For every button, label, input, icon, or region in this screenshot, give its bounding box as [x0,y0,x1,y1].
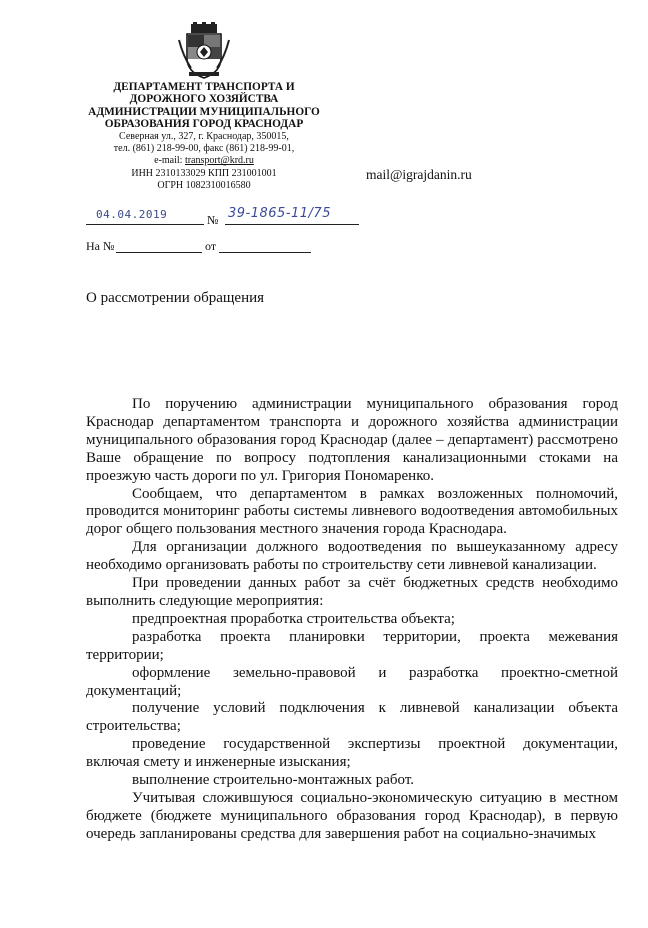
list-item: оформление земельно-правовой и разработка проектно-сметной документаций; [86,664,618,699]
org-address: Северная ул., 327, г. Краснодар, 350015, [119,130,289,142]
org-name-line-2: ДОРОЖНОГО ХОЗЯЙСТВА [129,93,279,106]
ref-number-label: На № [86,239,115,253]
org-phone: тел. (861) 218-99-00, факс (861) 218-99-01, [113,143,295,155]
org-name-line-3: АДМИНИСТРАЦИИ МУНИЦИПАЛЬНОГО [88,105,320,118]
letter-subject: О рассмотрении обращения [86,290,265,306]
ref-date-label: от [205,239,217,253]
list-item: выполнение строительно-монтажных работ. [132,772,415,789]
list-item: разработка проекта планировки территории, проекта межевания территории; [86,628,618,663]
recipient-email: mail@igrajdanin.ru [366,167,472,182]
list-item: получение условий подключения к ливневой канализации объекта строительства; [86,700,618,735]
email-label: e-mail: [154,155,185,167]
number-underline [225,224,359,225]
registration-line [86,205,366,229]
body-paragraph: По поручению администрации муниципального образования город Краснодар департаментом транспорта и дорожного хозяйства администрации муниципального образования город Краснодар (далее – департамент) рассмотрено Ваше обращение по вопросу подтопления канализационными стоками на проезжую часть дороги по ул. Григория Пономаренко. [86,396,618,484]
org-name-line-1: ДЕПАРТАМЕНТ ТРАНСПОРТА И [113,81,295,93]
reference-line [86,239,326,257]
list-item: предпроектная проработка строительства объекта; [132,610,455,627]
org-inn: ИНН 2310133029 КПП 231001001 [131,167,277,179]
registration-date-stamp: 04.04.2019 [96,208,168,221]
list-item: проведение государственной экспертизы проектной документации, включая смету и инженерные изыскания; [86,736,618,771]
body-paragraph: Для организации должного водоотведения по вышеуказанному адресу необходимо организовать работы по строительству сети ливневой канализации. [86,539,618,574]
org-email-link[interactable]: transport@krd.ru [184,155,254,167]
org-email-line [84,155,324,167]
registration-number: 39-1865-11/75 [228,206,331,221]
body-paragraph: Сообщаем, что департаментом в рамках возложенных полномочий, проводится мониторинг работы системы ливневого водоотведения автомобильных дорог общего пользования местного значения города Краснодара. [86,485,618,538]
org-ogrn: ОГРН 1082310016580 [157,180,251,192]
date-underline [86,224,204,225]
number-label: № [207,213,219,227]
ref-number-blank [116,252,202,253]
letter-body [86,396,618,844]
body-paragraph: При проведении данных работ за счёт бюджетных средств необходимо выполнить следующие мероприятия: [86,575,618,609]
letterhead [84,81,324,193]
body-paragraph: Учитывая сложившуюся социально-экономическую ситуацию в местном бюджете (бюджете муниципального образования город Краснодар), в первую очередь запланированы средства для завершения работ на социально-значимых [86,789,618,842]
coat-of-arms-icon [175,22,233,80]
ref-date-blank [219,252,311,253]
org-name-line-4: ОБРАЗОВАНИЯ ГОРОД КРАСНОДАР [104,118,304,131]
